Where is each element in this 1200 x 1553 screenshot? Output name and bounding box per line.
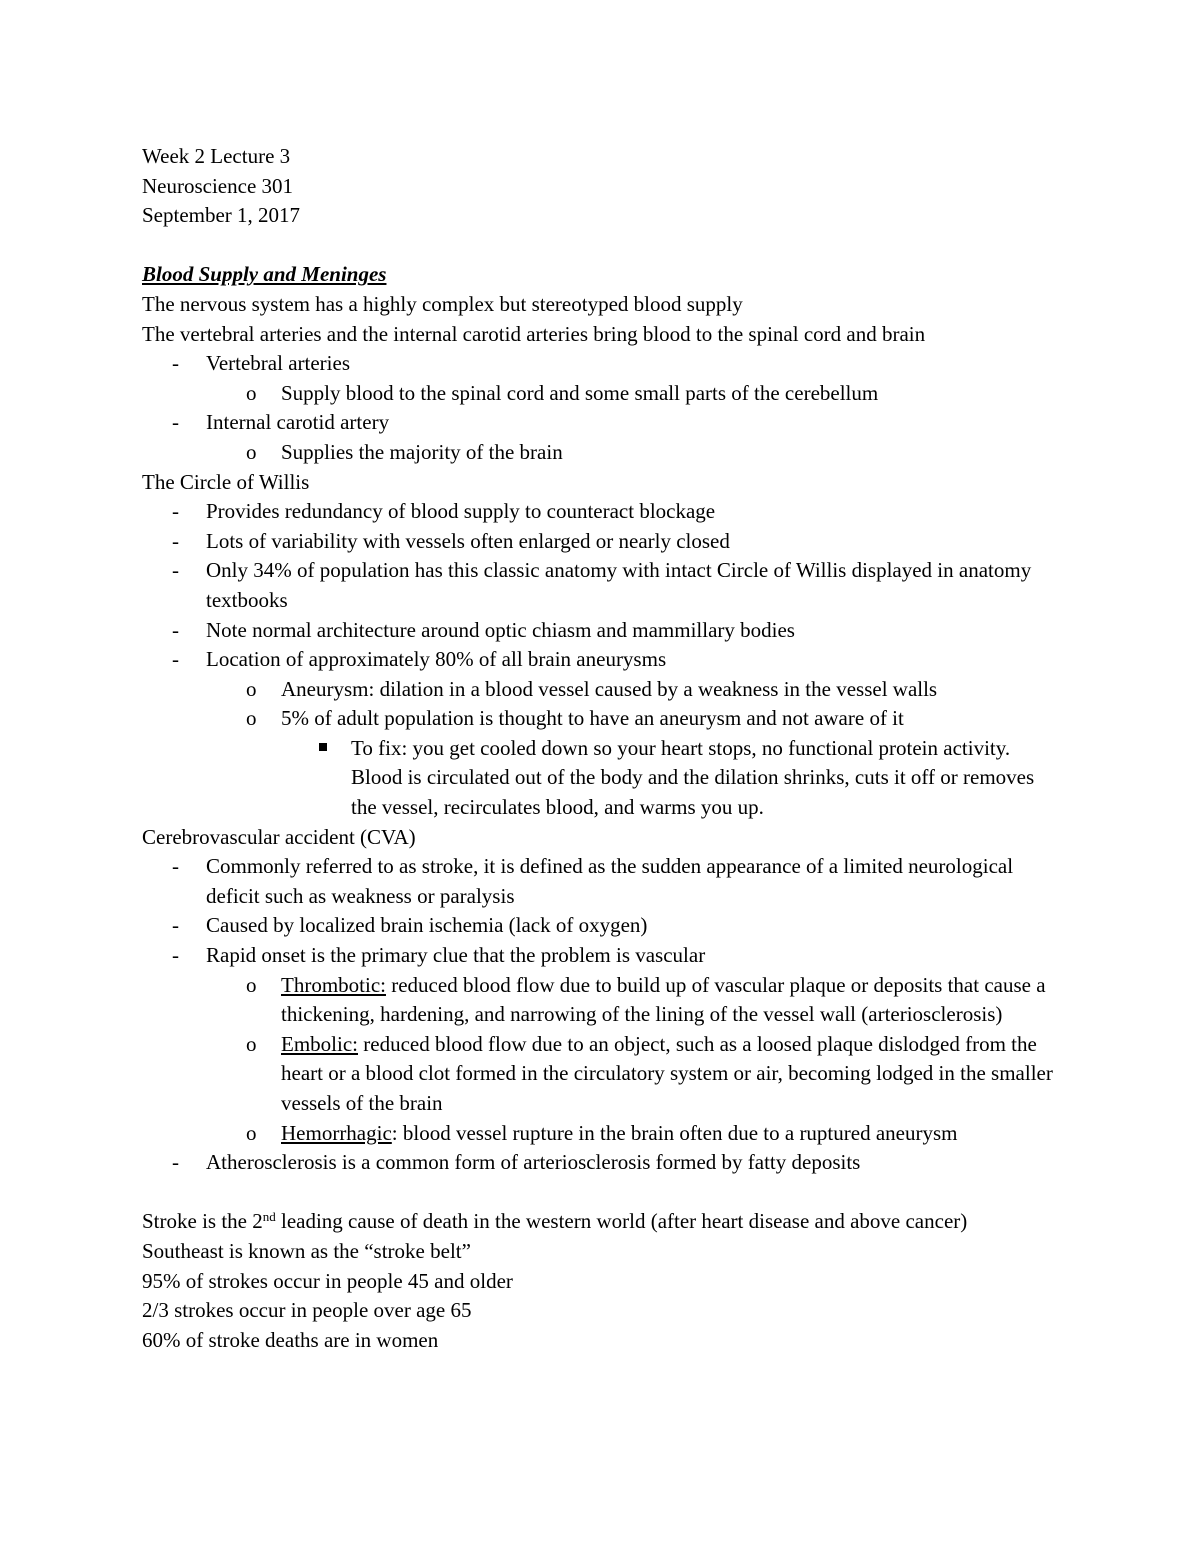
circle-bullet: o <box>246 439 257 464</box>
dash-bullet: - <box>172 410 179 435</box>
dash-bullet: - <box>172 528 179 553</box>
women-fact: 60% of stroke deaths are in women <box>142 1327 439 1352</box>
list-item <box>142 675 1072 705</box>
ordinal-suffix: nd <box>262 1209 276 1225</box>
list-item-text: To fix: you get cooled down so your heart stops, no functional protein activity. Blood is circulated out of the body and the dilation shrinks, cuts it off or removes the vessel, recirculates blood, and warms you up. <box>351 735 1035 820</box>
dash-bullet: - <box>172 1150 179 1175</box>
list-item-text: Note normal architecture around optic chiasm and mammillary bodies <box>206 617 795 642</box>
list-item-text: Commonly referred to as stroke, it is defined as the sudden appearance of a limited neurological deficit such as weakness or paralysis <box>206 854 1014 908</box>
list-item <box>142 1119 1072 1149</box>
document-page <box>142 142 1072 1355</box>
list-item <box>142 645 1072 675</box>
list-item <box>142 408 1072 438</box>
list-item-text: Supplies the majority of the brain <box>281 439 563 464</box>
list-item-text <box>281 1119 1061 1149</box>
stroke-fact <box>142 1207 1072 1237</box>
list-item-text: Location of approximately 80% of all brain aneurysms <box>206 647 667 672</box>
dash-bullet: - <box>172 351 179 376</box>
list-item <box>142 379 1072 409</box>
circle-bullet: o <box>246 676 257 701</box>
list-item <box>142 971 1072 1030</box>
list-item-text: Supply blood to the spinal cord and some small parts of the cerebellum <box>281 380 879 405</box>
hemorrhagic-term: Hemorrhagic <box>281 1120 392 1145</box>
lecture-date: September 1, 2017 <box>142 203 301 228</box>
stroke-fact-text <box>142 1207 1072 1237</box>
dash-bullet: - <box>172 943 179 968</box>
list-item-text: Provides redundancy of blood supply to counteract blockage <box>206 499 716 524</box>
stroke-fact-pre: Stroke is the 2 <box>142 1209 263 1234</box>
intro-line: The vertebral arteries and the internal carotid arteries bring blood to the spinal cord and brain <box>142 321 926 346</box>
spacer <box>142 1178 1072 1208</box>
list-item-text: Lots of variability with vessels often enlarged or nearly closed <box>206 528 730 553</box>
list-item <box>142 438 1072 468</box>
intro-line: The nervous system has a highly complex but stereotyped blood supply <box>142 291 743 316</box>
circle-bullet: o <box>246 706 257 731</box>
list-item-text: Caused by localized brain ischemia (lack of oxygen) <box>206 913 648 938</box>
age-45-fact: 95% of strokes occur in people 45 and older <box>142 1268 513 1293</box>
embolic-term: Embolic: <box>281 1031 358 1056</box>
hemorrhagic-definition: : blood vessel rupture in the brain often due to a ruptured aneurysm <box>391 1120 958 1145</box>
embolic-definition: reduced blood flow due to an object, such as a loosed plaque dislodged from the heart or a blood clot formed in the circulatory system or air, becoming lodged in the smaller vessels of the brain <box>281 1031 1053 1115</box>
dash-bullet: - <box>172 854 179 879</box>
list-item <box>142 941 1072 971</box>
dash-bullet: - <box>172 499 179 524</box>
age-65-fact: 2/3 strokes occur in people over age 65 <box>142 1298 472 1323</box>
square-bullet-icon <box>319 743 327 751</box>
list-item-text <box>281 1030 1061 1119</box>
list-item <box>142 527 1072 557</box>
list-item <box>142 911 1072 941</box>
stroke-belt-fact: Southeast is known as the “stroke belt” <box>142 1238 471 1263</box>
list-item <box>142 1030 1072 1119</box>
list-item <box>142 704 1072 734</box>
list-item-text: Rapid onset is the primary clue that the problem is vascular <box>206 943 706 968</box>
list-item-text <box>281 971 1061 1030</box>
list-item <box>142 1148 1072 1178</box>
list-item-text: Only 34% of population has this classic anatomy with intact Circle of Willis displayed in anatomy textbooks <box>206 558 1032 612</box>
list-item <box>142 852 1072 911</box>
course-name: Neuroscience 301 <box>142 173 294 198</box>
cva-heading: Cerebrovascular accident (CVA) <box>142 824 416 849</box>
list-item <box>142 497 1072 527</box>
dash-bullet: - <box>172 617 179 642</box>
circle-bullet: o <box>246 1120 257 1145</box>
dash-bullet: - <box>172 647 179 672</box>
dash-bullet: - <box>172 913 179 938</box>
willis-heading: The Circle of Willis <box>142 469 310 494</box>
list-item <box>142 616 1072 646</box>
circle-bullet: o <box>246 972 257 997</box>
stroke-fact-post: leading cause of death in the western world (after heart disease and above cancer) <box>275 1209 968 1234</box>
list-item <box>142 556 1072 615</box>
week-lecture: Week 2 Lecture 3 <box>142 144 291 168</box>
dash-bullet: - <box>172 558 179 583</box>
list-item <box>142 734 1072 823</box>
circle-bullet: o <box>246 1031 257 1056</box>
list-item-text: Atherosclerosis is a common form of arteriosclerosis formed by fatty deposits <box>206 1150 861 1175</box>
square-bullet <box>316 734 351 764</box>
thrombotic-term: Thrombotic: <box>281 972 386 997</box>
list-item-text: Internal carotid artery <box>206 410 390 435</box>
list-item-text: Vertebral arteries <box>206 351 350 376</box>
list-item-text: Aneurysm: dilation in a blood vessel caused by a weakness in the vessel walls <box>281 676 938 701</box>
spacer <box>142 231 1072 261</box>
circle-bullet: o <box>246 380 257 405</box>
list-item-text: 5% of adult population is thought to have an aneurysm and not aware of it <box>281 706 904 731</box>
section-title: Blood Supply and Meninges <box>142 262 387 287</box>
list-item <box>142 349 1072 379</box>
thrombotic-definition: reduced blood flow due to build up of vascular plaque or deposits that cause a thickening, hardening, and narrowing of the lining of the vessel wall (arteriosclerosis) <box>281 972 1046 1027</box>
